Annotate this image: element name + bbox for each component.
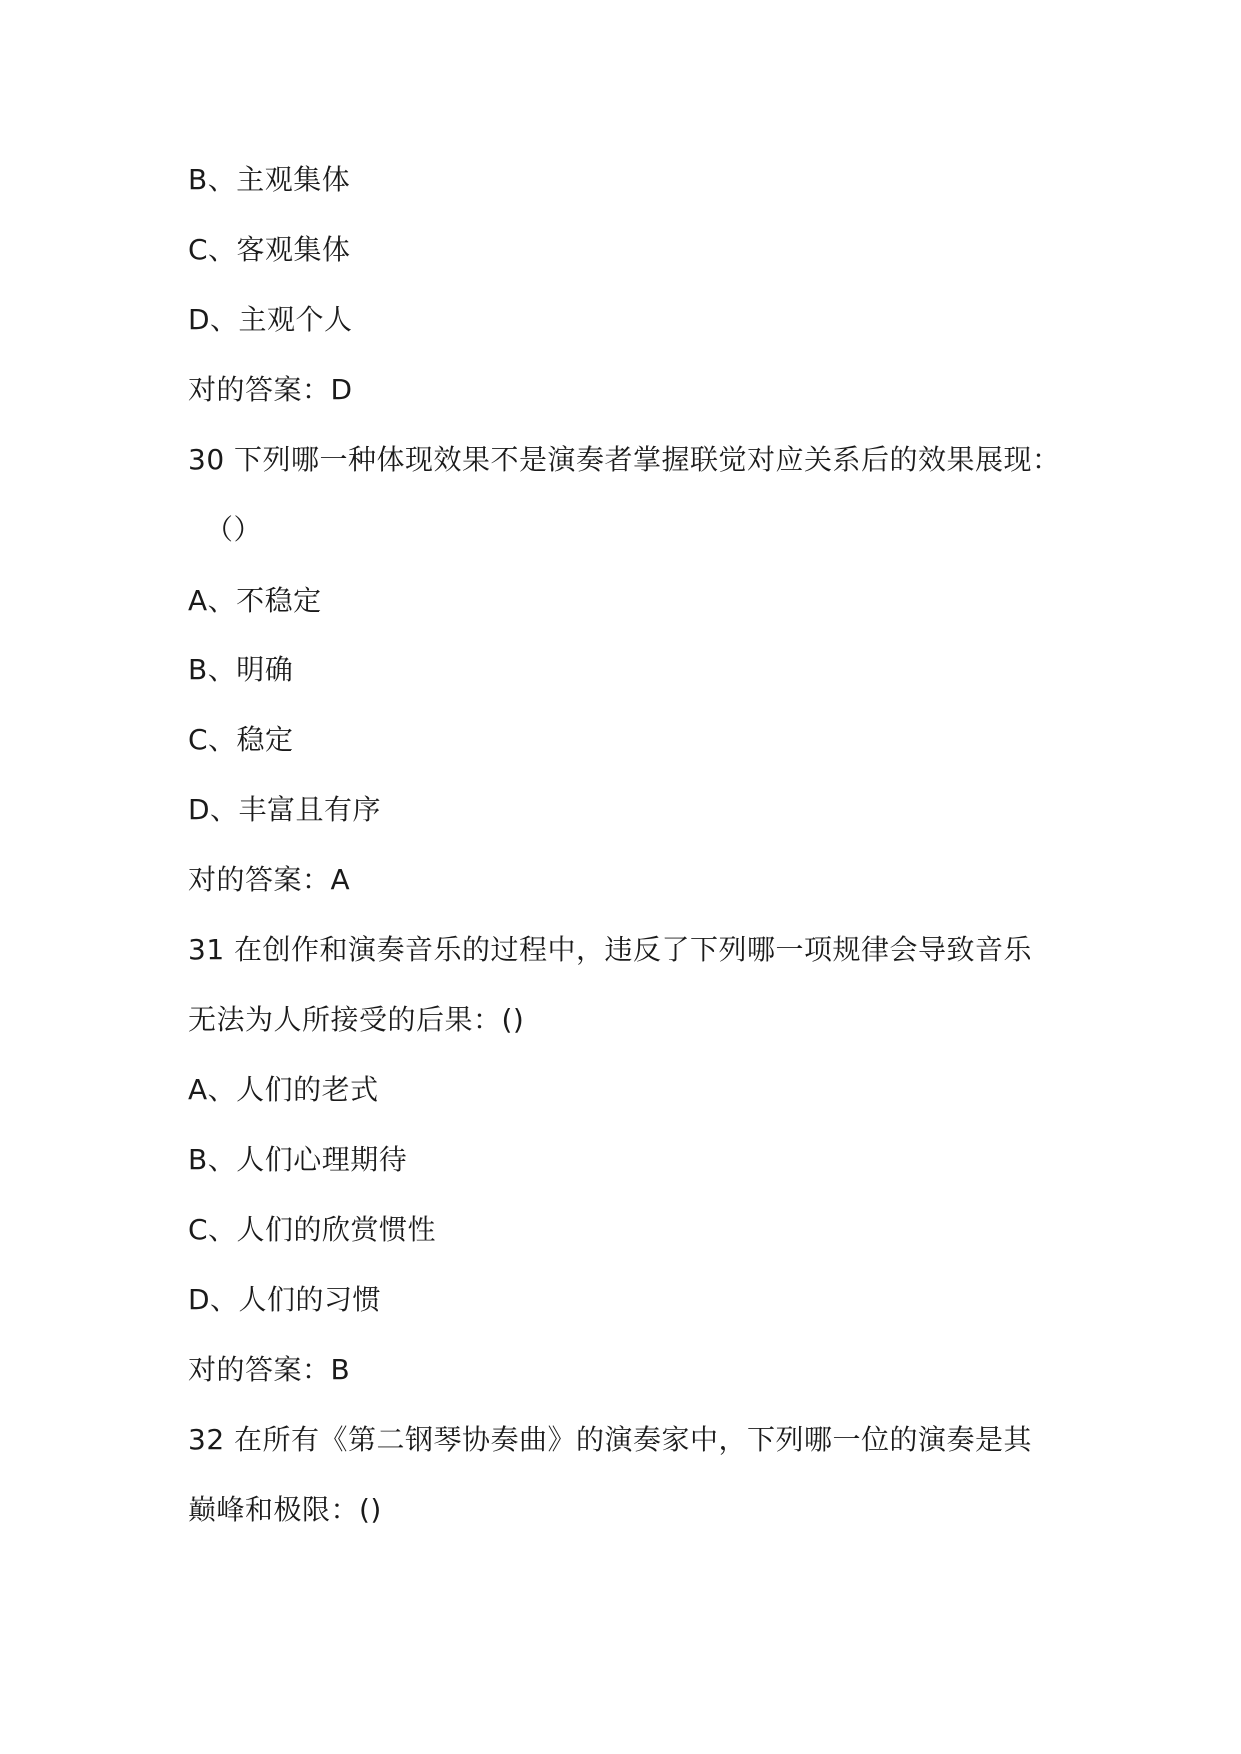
question-32-line1: 32 在所有《第二钢琴协奏曲》的演奏家中，下列哪一位的演奏是其 (188, 1423, 1033, 1456)
option-b-q29: B、主观集体 (188, 163, 351, 196)
option-a-q30: A、不稳定 (188, 584, 322, 617)
question-30-line1: 30 下列哪一种体现效果不是演奏者掌握联觉对应关系后的效果展现： (188, 443, 1061, 476)
question-32-line2: 巅峰和极限：() (188, 1493, 382, 1526)
answer-q31: 对的答案：B (188, 1353, 351, 1386)
answer-q29: 对的答案：D (188, 373, 353, 406)
option-d-q30: D、丰富且有序 (188, 793, 382, 826)
question-31-line1: 31 在创作和演奏音乐的过程中，违反了下列哪一项规律会导致音乐 (188, 933, 1033, 966)
option-b-q30: B、明确 (188, 653, 294, 686)
option-c-q31: C、人们的欣赏惯性 (188, 1213, 437, 1246)
option-c-q30: C、稳定 (188, 723, 294, 756)
option-d-q29: D、主观个人 (188, 303, 353, 336)
option-d-q31: D、人们的习惯 (188, 1283, 382, 1316)
question-30-line2: （） (205, 513, 263, 546)
question-31-line2: 无法为人所接受的后果：() (188, 1003, 525, 1036)
option-a-q31: A、人们的老式 (188, 1073, 379, 1106)
answer-q30: 对的答案：A (188, 863, 351, 896)
option-b-q31: B、人们心理期待 (188, 1143, 408, 1176)
option-c-q29: C、客观集体 (188, 233, 351, 266)
